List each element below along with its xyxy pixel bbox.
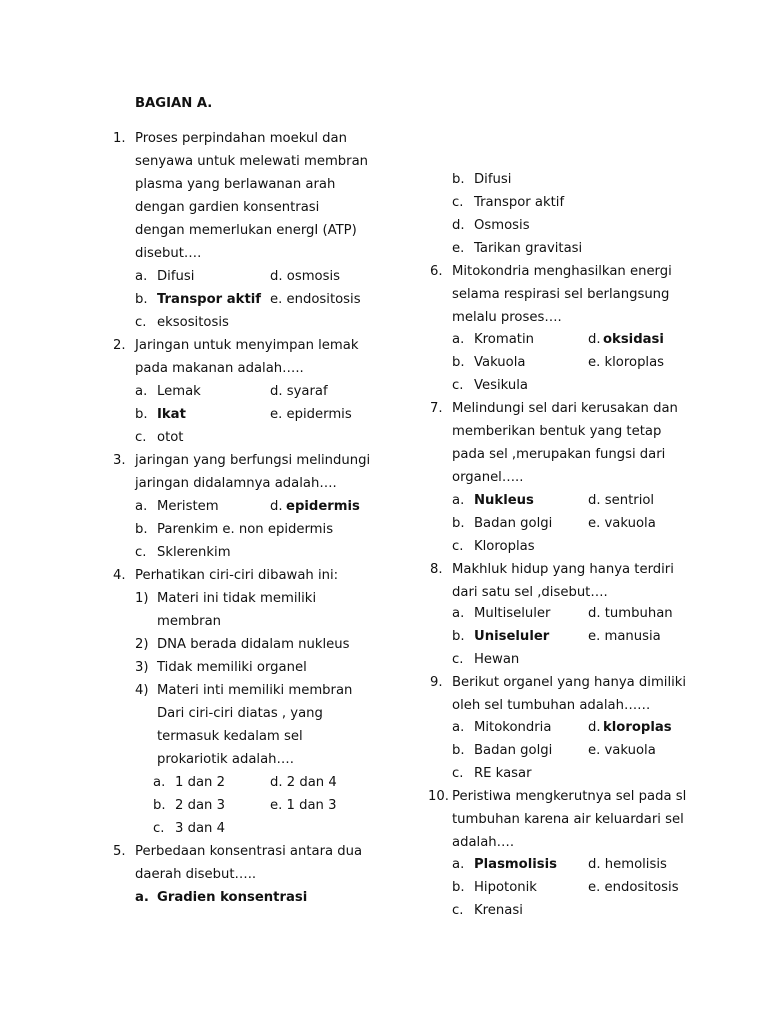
option-b-answer: Transpor aktif [157, 292, 262, 307]
option-label: c. [452, 539, 464, 554]
option-label: a. [452, 332, 465, 347]
option-a: Kromatin [474, 332, 534, 347]
question-text: Perhatikan ciri-ciri dibawah ini: [135, 568, 339, 583]
question-text: Berikut organel yang hanya dimiliki [452, 675, 687, 690]
question-text: Jaringan untuk menyimpan lemak [135, 338, 359, 353]
option-a: 1 dan 2 [175, 775, 225, 790]
option-label: a. [153, 775, 166, 790]
question-text: Perbedaan konsentrasi antara dua [135, 844, 363, 859]
question-text: jaringan yang berfungsi melindungi [135, 453, 371, 468]
option-a: Mitokondria [474, 720, 552, 735]
question-number: 3. [113, 453, 126, 468]
question-text: Melindungi sel dari kerusakan dan [452, 401, 678, 416]
option-label: b. [135, 407, 148, 422]
option-d-prefix: d. [270, 499, 283, 514]
option-label: b. [452, 880, 465, 895]
question-text: daerah disebut….. [135, 867, 257, 882]
question-number: 1. [113, 131, 126, 146]
option-d: d. sentriol [588, 493, 655, 508]
option-e: e. vakuola [588, 516, 656, 531]
option-a: Meristem [157, 499, 219, 514]
item-text: Tidak memiliki organel [157, 660, 307, 675]
option-label: b. [135, 292, 148, 307]
question-text: dari satu sel ,disebut…. [452, 585, 608, 600]
question-text: memberikan bentuk yang tetap [452, 424, 662, 439]
option-d: d. syaraf [270, 384, 328, 399]
item-text: Materi inti memiliki membran [157, 683, 353, 698]
option-label: a. [452, 720, 465, 735]
option-b: Vakuola [474, 355, 526, 370]
option-label: a. [135, 890, 149, 905]
question-text: Makhluk hidup yang hanya terdiri [452, 562, 674, 577]
question-text: dengan gardien konsentrasi [135, 200, 320, 215]
option-label: b. [452, 743, 465, 758]
option-label: d. [452, 218, 465, 233]
item-number: 1) [135, 591, 149, 606]
question-text: pada makanan adalah….. [135, 361, 304, 376]
option-d: d. osmosis [270, 269, 341, 284]
item-text: DNA berada didalam nukleus [157, 637, 350, 652]
option-c: Hewan [474, 652, 520, 667]
option-label: b. [452, 516, 465, 531]
option-a: Lemak [157, 384, 201, 399]
option-d-answer: oksidasi [603, 332, 664, 347]
question-text: oleh sel tumbuhan adalah…… [452, 698, 651, 713]
option-a: Multiseluler [474, 606, 551, 621]
question-text: pada sel ,merupakan fungsi dari [452, 447, 666, 462]
option-d-answer: epidermis [286, 499, 360, 514]
question-text: tumbuhan karena air keluardari sel [452, 812, 684, 827]
option-label: a. [135, 269, 148, 284]
question-number: 6. [430, 264, 443, 279]
item-text: Materi ini tidak memiliki [157, 591, 317, 606]
option-c: 3 dan 4 [175, 821, 225, 836]
option-e: e. endositosis [588, 880, 679, 895]
item-text: Dari ciri-ciri diatas , yang [157, 706, 323, 721]
option-b-answer: Uniseluler [474, 629, 550, 644]
item-number: 4) [135, 683, 149, 698]
option-label: a. [135, 384, 148, 399]
option-label: a. [452, 857, 465, 872]
option-label: c. [452, 195, 464, 210]
option-b: Difusi [474, 172, 512, 187]
option-label: b. [452, 629, 465, 644]
option-c: Krenasi [474, 903, 523, 918]
option-c: Transpor aktif [474, 195, 565, 210]
option-d: d. hemolisis [588, 857, 667, 872]
option-b: Parenkim e. non epidermis [157, 522, 334, 537]
option-label: c. [135, 430, 147, 445]
option-b-answer: Ikat [157, 407, 186, 422]
question-number: 9. [430, 675, 443, 690]
option-c: Vesikula [474, 378, 528, 393]
item-number: 3) [135, 660, 149, 675]
option-d-answer: kloroplas [603, 720, 672, 735]
question-text: plasma yang berlawanan arah [135, 177, 336, 192]
option-d-prefix: d. [588, 332, 601, 347]
option-e: e. manusia [588, 629, 661, 644]
option-b: 2 dan 3 [175, 798, 225, 813]
question-number: 2. [113, 338, 126, 353]
option-label: a. [452, 606, 465, 621]
option-label: b. [153, 798, 166, 813]
option-label: e. [452, 241, 465, 256]
option-b: Hipotonik [474, 880, 537, 895]
question-number: 7. [430, 401, 443, 416]
option-b: Badan golgi [474, 516, 553, 531]
question-text: Proses perpindahan moekul dan [135, 131, 347, 146]
option-d: d. 2 dan 4 [270, 775, 337, 790]
option-label: c. [452, 652, 464, 667]
option-c: Sklerenkim [157, 545, 231, 560]
option-e: e. endositosis [270, 292, 361, 307]
option-label: b. [452, 172, 465, 187]
option-label: a. [135, 499, 148, 514]
question-text: disebut…. [135, 246, 202, 261]
option-d-prefix: d. [588, 720, 601, 735]
question-text: adalah…. [452, 835, 515, 850]
question-text: Peristiwa mengkerutnya sel pada sl [452, 789, 687, 804]
question-text: dengan memerlukan energI (ATP) [135, 223, 357, 238]
option-b: Badan golgi [474, 743, 553, 758]
option-a: Difusi [157, 269, 195, 284]
question-text: Mitokondria menghasilkan energi [452, 264, 672, 279]
item-text: prokariotik adalah…. [157, 752, 294, 767]
option-label: b. [452, 355, 465, 370]
option-a-answer: Nukleus [474, 493, 534, 508]
option-label: b. [135, 522, 148, 537]
question-text: selama respirasi sel berlangsung [452, 287, 670, 302]
question-text: senyawa untuk melewati membran [135, 154, 369, 169]
option-a-answer: Gradien konsentrasi [157, 890, 308, 905]
option-e: e. 1 dan 3 [270, 798, 337, 813]
option-label: c. [452, 378, 464, 393]
question-text: jaringan didalamnya adalah…. [135, 476, 337, 491]
question-number: 10. [428, 789, 449, 804]
item-text: termasuk kedalam sel [157, 729, 303, 744]
option-label: c. [135, 545, 147, 560]
option-c: RE kasar [474, 766, 532, 781]
item-text: membran [157, 614, 222, 629]
option-label: c. [153, 821, 165, 836]
item-number: 2) [135, 637, 149, 652]
option-a-answer: Plasmolisis [474, 857, 557, 872]
option-d: Osmosis [474, 218, 530, 233]
option-d: d. tumbuhan [588, 606, 673, 621]
option-label: c. [452, 766, 464, 781]
option-label: c. [452, 903, 464, 918]
question-text: melalu proses…. [452, 310, 562, 325]
option-e: e. epidermis [270, 407, 352, 422]
option-c: otot [157, 430, 184, 445]
option-c: eksositosis [157, 315, 229, 330]
option-label: c. [135, 315, 147, 330]
option-e: Tarikan gravitasi [474, 241, 583, 256]
option-c: Kloroplas [474, 539, 535, 554]
section-title: BAGIAN A. [135, 96, 213, 111]
option-label: a. [452, 493, 465, 508]
question-number: 5. [113, 844, 126, 859]
option-e: e. kloroplas [588, 355, 665, 370]
option-e: e. vakuola [588, 743, 656, 758]
question-number: 8. [430, 562, 443, 577]
question-number: 4. [113, 568, 126, 583]
question-text: organel….. [452, 470, 524, 485]
